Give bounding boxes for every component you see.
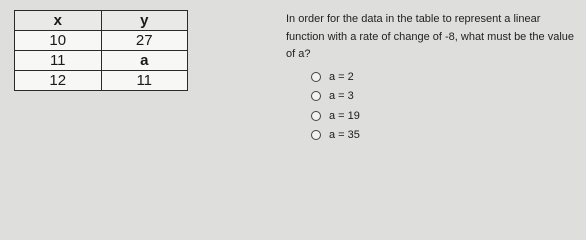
table-row [15, 71, 188, 91]
column-header-y: y [101, 11, 188, 31]
answer-choice[interactable] [311, 67, 360, 87]
data-table [14, 10, 188, 91]
answer-choice-label: a = 3 [329, 90, 354, 103]
table-cell: 11 [15, 51, 102, 71]
column-header-x: x [15, 11, 102, 31]
radio-button[interactable] [311, 72, 321, 82]
table-header-row [15, 11, 188, 31]
table-cell: 27 [101, 31, 188, 51]
radio-button[interactable] [311, 91, 321, 101]
answer-choice-label: a = 2 [329, 70, 354, 83]
answer-choice[interactable] [311, 87, 360, 107]
radio-button[interactable] [311, 130, 321, 140]
answer-choice[interactable] [311, 106, 360, 126]
table-row [15, 51, 188, 71]
table-cell: 10 [15, 31, 102, 51]
answer-choice-label: a = 19 [329, 109, 360, 122]
answer-choice[interactable] [311, 126, 360, 146]
table-cell-unknown: a [101, 51, 188, 71]
table-cell: 11 [101, 71, 188, 91]
answer-choices [311, 67, 360, 145]
table-row [15, 31, 188, 51]
table-cell: 12 [15, 71, 102, 91]
question-text: In order for the data in the table to represent a linear function with a rate of change of -8, what must be the value of a? [286, 13, 575, 60]
radio-button[interactable] [311, 111, 321, 121]
answer-choice-label: a = 35 [329, 129, 360, 142]
